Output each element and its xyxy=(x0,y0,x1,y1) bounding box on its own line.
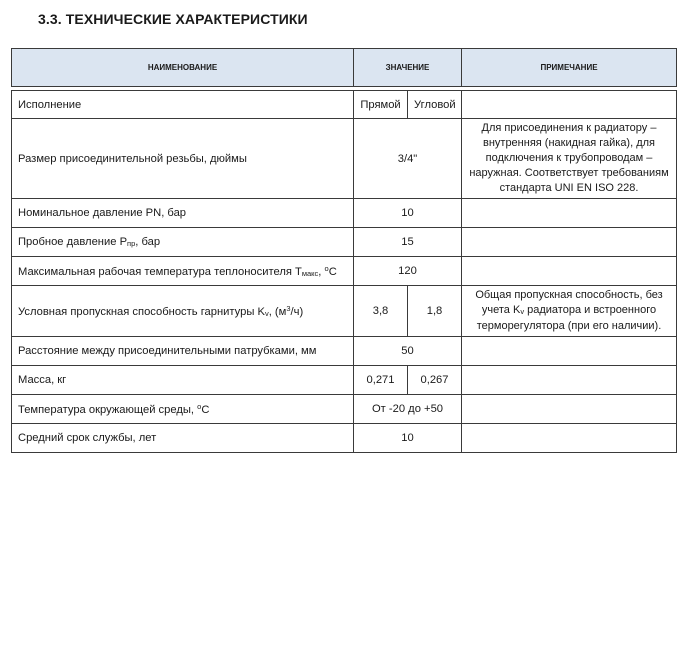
row-name: Исполнение xyxy=(12,91,354,119)
row-note xyxy=(462,424,677,453)
header-value: ЗНАЧЕНИЕ xyxy=(354,49,462,87)
table-row-execution xyxy=(12,91,677,119)
row-value-straight: 0,271 xyxy=(354,366,408,395)
row-name: Температура окружающей среды, $^o$C xyxy=(12,395,354,424)
row-name: Пробное давление $P_{пр}$, бар xyxy=(12,228,354,257)
row-value: 15 xyxy=(354,228,462,257)
row-note: Общая пропускная способность, без учета $K_v$ радиатора и встроенного терморегулятора (при его наличии). xyxy=(462,286,677,337)
row-note xyxy=(462,228,677,257)
row-value: От -20 до +50 xyxy=(354,395,462,424)
row-value: 10 xyxy=(354,424,462,453)
row-value: 120 xyxy=(354,257,462,286)
table-row-nominal-pressure xyxy=(12,199,677,228)
row-note xyxy=(462,91,677,119)
specifications-table xyxy=(11,48,677,453)
row-name: Средний срок службы, лет xyxy=(12,424,354,453)
table-row-thread xyxy=(12,119,677,199)
row-name: Номинальное давление PN, бар xyxy=(12,199,354,228)
table-row-flow-capacity xyxy=(12,286,677,337)
row-value: 3/4" xyxy=(354,119,462,199)
row-note: Для присоединения к радиатору – внутренняя (накидная гайка), для подключения к трубопроводам – наружная. Соответствует требованиям стандарта UNI EN ISO 228. xyxy=(462,119,677,199)
row-value-angled: 0,267 xyxy=(408,366,462,395)
row-name: Условная пропускная способность гарнитуры $K_v$, $(м^3/ч)$ xyxy=(12,286,354,337)
table-row-pipe-distance xyxy=(12,337,677,366)
table-row-service-life xyxy=(12,424,677,453)
row-note xyxy=(462,257,677,286)
row-note xyxy=(462,395,677,424)
row-value-straight: Прямой xyxy=(354,91,408,119)
table-row-max-temperature xyxy=(12,257,677,286)
row-note xyxy=(462,366,677,395)
table-row-test-pressure xyxy=(12,228,677,257)
row-note xyxy=(462,337,677,366)
row-value-straight: 3,8 xyxy=(354,286,408,337)
table-header-row xyxy=(12,49,677,87)
header-name: НАИМЕНОВАНИЕ xyxy=(12,49,354,87)
row-value: 10 xyxy=(354,199,462,228)
row-value-angled: Угловой xyxy=(408,91,462,119)
row-name: Масса, кг xyxy=(12,366,354,395)
row-name: Максимальная рабочая температура теплоносителя $T_{макс}$, $^o$C xyxy=(12,257,354,286)
table-row-ambient-temperature xyxy=(12,395,677,424)
row-value-angled: 1,8 xyxy=(408,286,462,337)
header-note: ПРИМЕЧАНИЕ xyxy=(462,49,677,87)
row-name: Размер присоединительной резьбы, дюймы xyxy=(12,119,354,199)
table-row-mass xyxy=(12,366,677,395)
section-title: 3.3. ТЕХНИЧЕСКИЕ ХАРАКТЕРИСТИКИ xyxy=(38,11,308,27)
row-note xyxy=(462,199,677,228)
row-value: 50 xyxy=(354,337,462,366)
row-name: Расстояние между присоединительными патрубками, мм xyxy=(12,337,354,366)
